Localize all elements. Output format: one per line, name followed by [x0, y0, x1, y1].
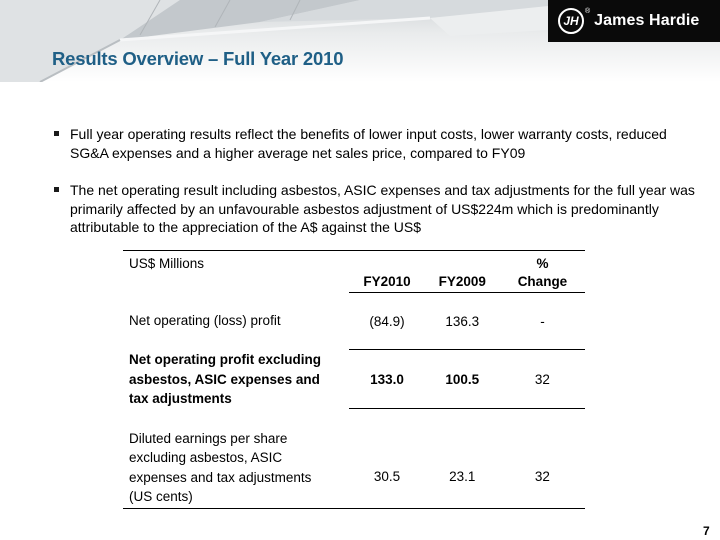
jh-logo-icon: JH: [558, 8, 584, 34]
value-fy2010: 133.0: [349, 350, 424, 409]
value-fy2009: 23.1: [425, 409, 500, 509]
bullet-list: [52, 125, 702, 256]
row-label-line: excluding asbestos, ASIC: [129, 450, 283, 465]
column-header-fy2009: FY2009: [425, 272, 500, 293]
company-logo: [548, 0, 720, 42]
table-header-row: [123, 251, 585, 272]
row-label-line: Diluted earnings per share: [129, 430, 288, 446]
company-name: James Hardie: [594, 12, 700, 29]
column-header-fy2010: FY2010: [349, 272, 424, 293]
change-header-percent: %: [536, 255, 549, 271]
registered-mark-icon: ®: [585, 8, 591, 15]
value-change: 32: [500, 409, 585, 509]
table-row: [123, 350, 585, 409]
column-header-change: Change: [500, 272, 585, 293]
row-label-line: expenses and tax adjustments: [129, 469, 312, 485]
row-label: [123, 409, 349, 509]
bullet-square-icon: [54, 131, 59, 136]
value-fy2010: (84.9): [369, 313, 405, 329]
row-label-line: (US cents): [129, 489, 193, 504]
bullet-text: The net operating result including asbestos, ASIC expenses and tax adjustments for the full year was primarily affected by an unfavourable asbestos adjustment of US$224m which is predominantly attributable to the appreciation of the A$ against the US$: [70, 182, 695, 235]
bullet-square-icon: [54, 187, 59, 192]
row-label-line: tax adjustments: [129, 391, 232, 406]
page-title: Results Overview – Full Year 2010: [52, 48, 344, 69]
table-row: [123, 293, 585, 350]
bullet-item: [52, 125, 702, 162]
value-fy2009: 136.3: [445, 313, 480, 329]
value-change: 32: [500, 350, 585, 409]
row-label-line: Net operating profit excluding: [129, 352, 322, 367]
units-label: US$ Millions: [129, 255, 205, 271]
page-number: 7: [703, 524, 710, 538]
value-fy2010: 30.5: [349, 409, 424, 509]
bullet-item: [52, 181, 702, 237]
table-header-row: [123, 272, 585, 293]
value-fy2009: 100.5: [425, 350, 500, 409]
row-label: Net operating (loss) profit: [129, 313, 281, 329]
financial-results-table: [123, 250, 585, 509]
value-change: -: [540, 313, 545, 329]
bullet-text: Full year operating results reflect the benefits of lower input costs, lower warranty costs, reduced SG&A expenses and a higher average net sales price, compared to FY09: [70, 126, 667, 161]
table-row: [123, 409, 585, 509]
row-label: [123, 350, 349, 409]
row-label-line: asbestos, ASIC expenses and: [129, 371, 320, 387]
